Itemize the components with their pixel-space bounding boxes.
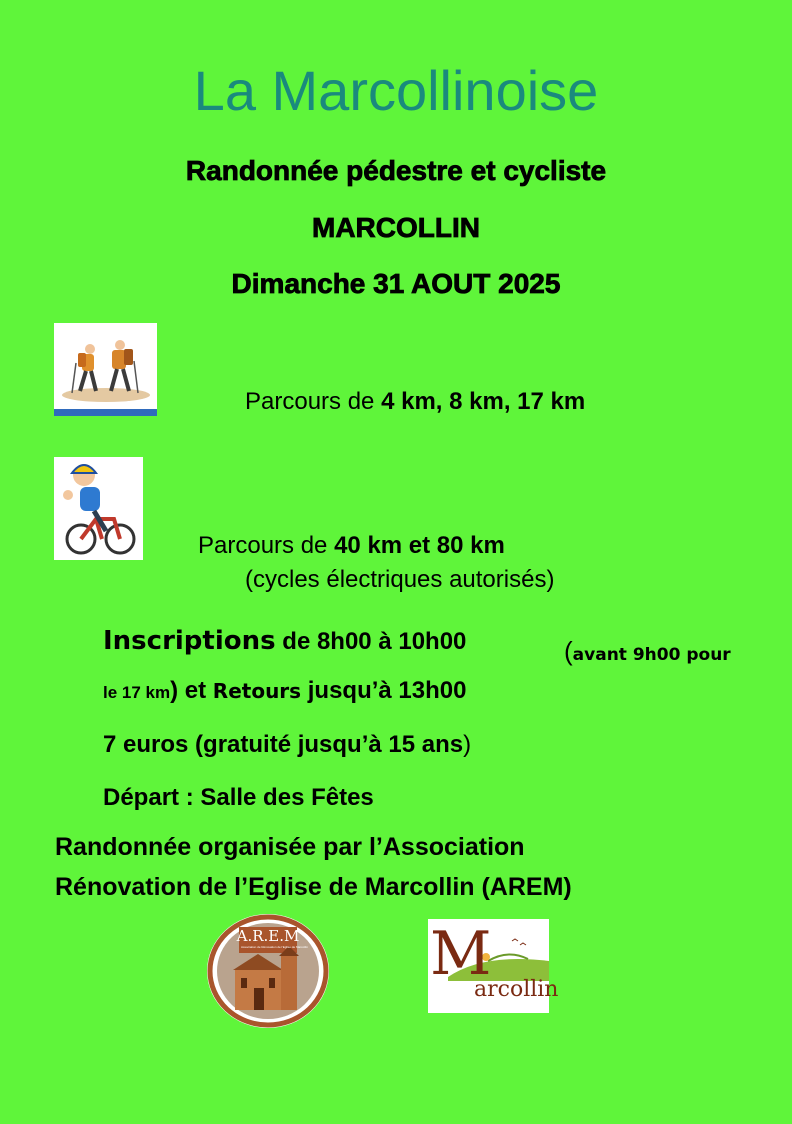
price-close: ) xyxy=(463,731,472,758)
organizer-line-2: Rénovation de l’Eglise de Marcollin (AREM) xyxy=(55,873,572,901)
early-note-distance: le 17 km xyxy=(103,683,171,702)
event-place: MARCOLLIN xyxy=(312,212,480,243)
registration-line xyxy=(103,626,466,656)
returns-label: Retours xyxy=(212,679,302,703)
bike-distances: 40 km et 80 km xyxy=(334,532,505,559)
walk-routes xyxy=(245,388,585,416)
registration-early-note xyxy=(564,636,731,667)
price-text: 7 euros (gratuité jusqu’à 15 ans xyxy=(103,731,464,758)
marcollin-logo-m: M xyxy=(430,919,492,989)
registration-time: de 8h00 à 10h00 xyxy=(275,628,467,655)
page-title: La Marcollinoise xyxy=(193,59,599,122)
arem-logo-title: A.R.E.M xyxy=(236,927,300,945)
paren-open: ( xyxy=(564,636,573,666)
marcollin-logo xyxy=(428,919,559,1013)
walk-distances: 4 km, 8 km, 17 km xyxy=(381,388,586,415)
returns-time: jusqu’à 13h00 xyxy=(301,677,467,704)
event-date: Dimanche 31 AOUT 2025 xyxy=(231,268,561,299)
early-note-text: avant 9h00 pour xyxy=(572,645,731,665)
event-subtitle: Randonnée pédestre et cycliste xyxy=(185,155,607,186)
registration-line-2 xyxy=(103,677,466,705)
walk-prefix: Parcours de xyxy=(245,388,382,415)
bike-note: (cycles électriques autorisés) xyxy=(245,566,555,593)
price-line xyxy=(103,731,471,759)
and-text: et xyxy=(178,677,213,704)
hikers-icon xyxy=(54,323,157,416)
bike-prefix: Parcours de xyxy=(198,532,335,559)
arem-logo-subtitle: Association de Rénovation de l'Eglise de Marcollin xyxy=(241,945,308,949)
arem-logo xyxy=(205,912,331,1030)
departure-line: Départ : Salle des Fêtes xyxy=(103,784,374,811)
marcollin-logo-text: arcollin xyxy=(474,977,559,1002)
cyclist-icon xyxy=(54,457,143,560)
organizer-line-1: Randonnée organisée par l’Association xyxy=(55,833,525,861)
bike-routes xyxy=(198,532,505,560)
paren-close: ) xyxy=(170,677,179,704)
registration-label: Inscriptions xyxy=(103,626,276,656)
